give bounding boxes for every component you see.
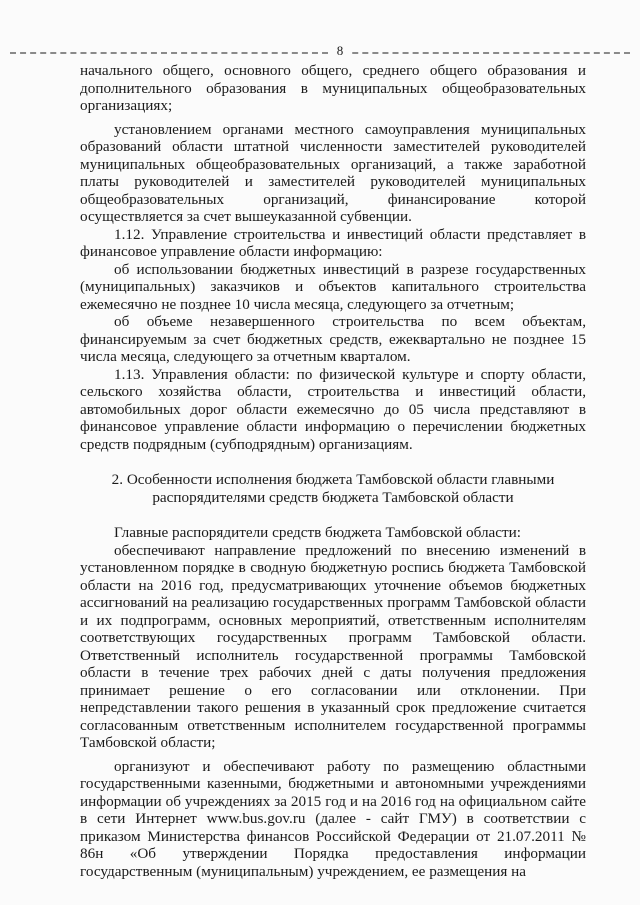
paragraph-staffing: установлением органами местного самоуправления муниципальных образований области штатной численности заместителей руководителей муниципальных общеобразовательных организаций, а также заработной платы руководителей и заместителей руководителей муниципальных общеобразовательных организаций, финансирование которой осуществляется за счет вышеуказанной субвенции. <box>80 120 586 225</box>
paragraph-unfinished-construction: об объеме незавершенного строительства по всем объектам, финансируемым за счет бюджетных средств, ежеквартально не позднее 15 числа месяца, следующего за отчетным кварталом. <box>80 313 586 365</box>
page-header-dashed-line <box>10 52 630 54</box>
page-number: 8 <box>328 42 352 60</box>
document-body <box>80 62 586 880</box>
paragraph-gmu-site: организуют и обеспечивают работу по размещению областными государственными казенными, бюджетными и автономными учреждениями информации об учреждениях за 2015 год и на 2016 год на официальном сайте в сети Интернет www.bus.gov.ru (далее - сайт ГМУ) в соответствии с приказом Министерства финансов Российской Федерации от 21.07.2011 № 86н «Об утверждении Порядка предоставления информации государственным (муниципальным) учреждением, ее размещения на <box>80 757 586 880</box>
paragraph-budget-investments: об использовании бюджетных инвестиций в разрезе государственных (муниципальных) заказчиков и объектов капитального строительства ежемесячно не позднее 10 числа месяца, следующего за отчетным; <box>80 260 586 313</box>
section-heading-2: 2. Особенности исполнения бюджета Тамбовской области главными распорядителями средств бюджета Тамбовской области <box>111 471 555 506</box>
paragraph-proposals: обеспечивают направление предложений по внесению изменений в установленном порядке в сводную бюджетную роспись бюджета Тамбовской области на 2016 год, предусматривающих уточнение объемов бюджетных ассигнований на реализацию государственных программ Тамбовской области и их подпрограмм, основных мероприятий, ответственным исполнителям соответствующих государственных программ Тамбовской области. Ответственный исполнитель государственной программы Тамбовской области в течение трех рабочих дней с даты получения предложения принимает решение о его согласовании или отклонении. При непредставлении такого решения в указанный срок предложение считается согласованным ответственным исполнителем государственной программы Тамбовской области; <box>80 541 586 751</box>
paragraph-1-12: 1.12. Управление строительства и инвестиций области представляет в финансовое управление области информацию: <box>80 225 586 260</box>
paragraph-continuation: начального общего, основного общего, среднего общего образования и дополнительного образования в муниципальных общеобразовательных организациях; <box>80 62 586 114</box>
paragraph-main-managers: Главные распорядители средств бюджета Тамбовской области: <box>114 524 521 541</box>
paragraph-1-13: 1.13. Управления области: по физической культуре и спорту области, сельского хозяйства области, строительства и инвестиций области, автомобильных дорог области ежемесячно до 05 числа представляют в финансовое управление области информацию о перечислении бюджетных средств подрядным (субподрядным) организациям. <box>80 365 586 453</box>
